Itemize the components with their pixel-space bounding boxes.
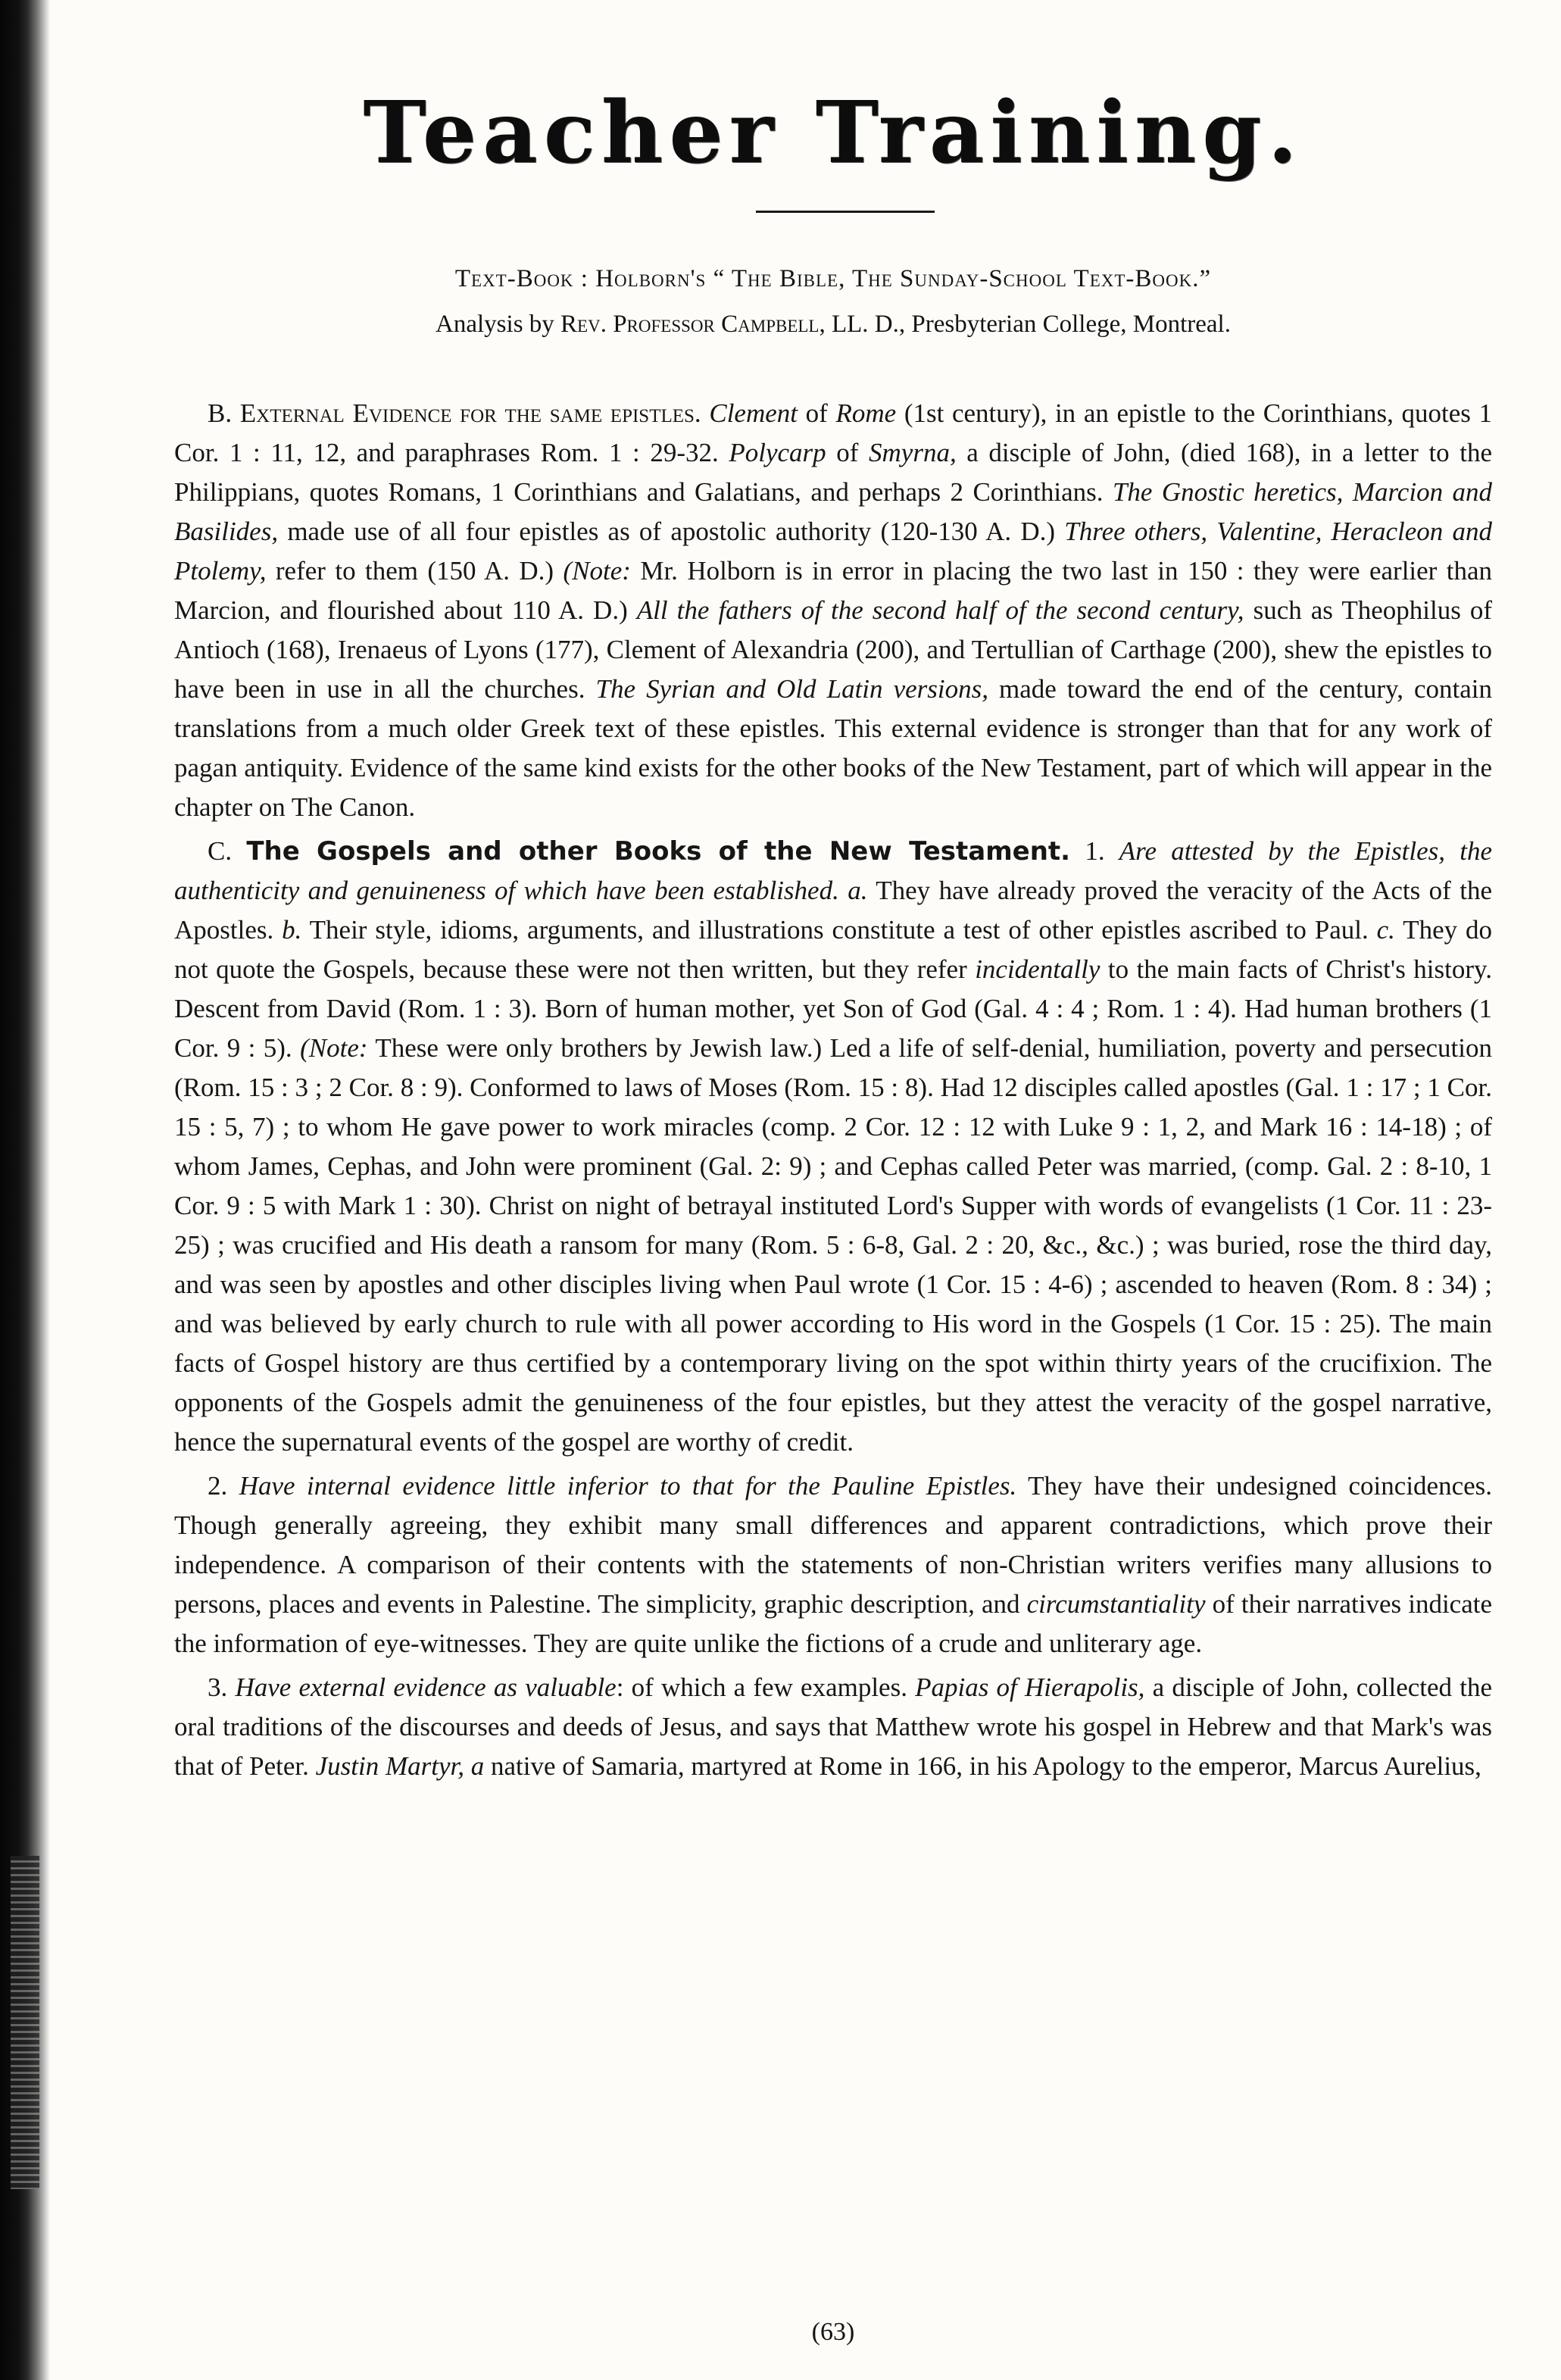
page-title: Teacher Training. <box>363 83 1303 183</box>
section-c-heading: The Gospels and other Books of the New Testament. <box>246 836 1071 867</box>
title-divider <box>756 211 935 213</box>
note-label: (Note: <box>563 556 631 586</box>
point-c-text-3: These were only brothers by Jewish law.) Led a life of self-denial, humiliation, poverty and persecution (Rom. 15 : 3 ; 2 Cor. 8 : 9). Conformed to laws of Moses (Rom. 15 : 8). Had 12 disciples called apostles (Gal. 1 : 17 ; 1 Cor. 15 : 5, 7) ; to whom He gave power to work miracles (comp. 2 Cor. 12 : 12 with Luke 9 : 1, 2, and Mark 16 : 14-18) ; of whom James, Cephas, and John were prominent (Gal. 2: 9) ; and Cephas called Peter was married, (comp. Gal. 2 : 8-10, 1 Cor. 9 : 5 with Mark 1 : 30). Christ on night of betrayal instituted Lord's Supper with words of evangelists (1 Cor. 11 : 23-25) ; was crucified and His death a ransom for many (Rom. 5 : 6-8, Gal. 2 : 20, &c., &c.) ; was buried, rose the third day, and was seen by apostles and other disciples living when Paul wrote (1 Cor. 15 : 4-6) ; ascended to heaven (Rom. 8 : 34) ; and was believed by early church to rule with all power according to His word in the Gospels (1 Cor. 15 : 25). The main facts of Gospel history are thus certified by a contemporary living on the spot within thirty years of the crucifixion. The opponents of the Gospels admit the genuineness of the four epistles, but they attest the veracity of the gospel narrative, hence the supernatural events of the gospel are worthy of credit. <box>174 1033 1492 1457</box>
analysis-suffix: Presbyterian College, Montreal. <box>911 311 1231 338</box>
section-c-paragraph <box>174 832 1492 1462</box>
point-c-text-2: to the main facts of Christ's history. Descent from David (Rom. 1 : 3). Born of human mother, yet Son of God (Gal. 4 : 4 ; Rom. 1 : 4). Had human brothers (1 Cor. 9 : 5). <box>174 954 1492 1063</box>
section-c-label: C. <box>208 836 233 866</box>
note-text: Mr. Holborn is in error in placing the two last in 150 : they were earlier than Marcion, and flourished about 110 A. D.) <box>174 556 1492 625</box>
fathers-phrase: All the fathers of the second half of the second century, <box>636 595 1244 625</box>
point-1-heading: Are attested by the Epistles, the authenticity and genuineness of which have been established. <box>174 836 1492 905</box>
section-b-label: B. <box>208 398 233 428</box>
clement-name: Clement <box>709 398 798 428</box>
note-label: (Note: <box>300 1033 368 1063</box>
circumstantiality-word: circumstantiality <box>1026 1589 1206 1619</box>
papias-name: Papias of Hierapolis, <box>915 1673 1145 1702</box>
text-of: of <box>805 398 828 428</box>
analysis-author: Rev. Professor Campbell, LL. D., <box>560 311 906 338</box>
section-b-heading: External Evidence for the same epistles. <box>239 398 701 428</box>
point-a-label: a. <box>848 876 868 905</box>
clement-text: (1st century), in an epistle to the Corinthians, quotes 1 Cor. 1 : 11, 12, and paraphrases Rom. 1 : 29-32. <box>174 398 1493 467</box>
point-3-heading: Have external evidence as valuable <box>235 1673 617 1702</box>
point-2-number: 2. <box>208 1471 228 1501</box>
point-3-text-2: a disciple of John, collected the oral traditions of the discourses and deeds of Jesus, and says that Matthew wrote his gospel in Hebrew and that Mark's was that of Peter. <box>174 1673 1492 1781</box>
point-1-number: 1. <box>1085 836 1105 866</box>
point-c-label: c. <box>1376 915 1395 945</box>
point-3-number: 3. <box>208 1673 228 1702</box>
point-3-text-1: : of which a few examples. <box>616 1673 907 1702</box>
rome-name: Rome <box>835 398 897 428</box>
text-of: of <box>836 438 859 467</box>
polycarp-text: a disciple of John, (died 168), in a letter to the Philippians, quotes Romans, 1 Corinthians and Galatians, and perhaps 2 Corinthians. <box>174 438 1493 507</box>
point-c-text-1: They do not quote the Gospels, because these were not then written, but they refer <box>174 915 1492 984</box>
section-b-paragraph <box>174 394 1492 827</box>
point-3-text-3: native of Samaria, martyred at Rome in 166, in his Apology to the emperor, Marcus Aurelius, <box>491 1751 1481 1781</box>
smyrna-name: Smyrna, <box>869 438 957 467</box>
analysis-line <box>174 308 1492 341</box>
incidentally-word: incidentally <box>975 954 1101 984</box>
body-text <box>174 394 1492 1786</box>
syrian-versions: The Syrian and Old Latin versions, <box>595 674 988 704</box>
point-b-text: Their style, idioms, arguments, and illustrations constitute a test of other epistles ascribed to Paul. <box>309 915 1369 945</box>
syrian-text: made toward the end of the century, contain translations from a much older Greek text of these epistles. This external evidence is stronger than that for any work of pagan antiquity. Evidence of the same kind exists for the other books of the New Testament, part of which will appear in the chapter on The Canon. <box>174 674 1493 822</box>
binding-stitching <box>11 1856 39 2189</box>
page-number: (63) <box>811 2318 855 2346</box>
textbook-line: Text-Book : Holborn's “ The Bible, The Sunday-School Text-Book.” <box>454 265 1212 292</box>
three-others: Three others, Valentine, Heracleon and Ptolemy, <box>174 517 1493 586</box>
point-a-text: They have already proved the veracity of the Acts of the Apostles. <box>174 876 1492 945</box>
polycarp-name: Polycarp <box>729 438 826 467</box>
gnostic-heretics: The Gnostic heretics, Marcion and Basilides, <box>174 477 1492 546</box>
point-3-paragraph <box>174 1668 1492 1786</box>
three-others-text: refer to them (150 A. D.) <box>275 556 554 586</box>
point-2-heading: Have internal evidence little inferior to that for the Pauline Epistles. <box>239 1471 1017 1501</box>
point-2-text-2: of their narratives indicate the information of eye-witnesses. They are quite unlike the fictions of a crude and unliterary age. <box>174 1589 1492 1658</box>
point-2-text-1: They have their undesigned coincidences. Though generally agreeing, they exhibit many small differences and apparent contradictions, which prove their independence. A comparison of their contents with the statements of non-Christian writers verifies many allusions to persons, places and events in Palestine. The simplicity, graphic description, and <box>174 1471 1493 1619</box>
analysis-prefix: Analysis by <box>436 311 554 338</box>
fathers-text: such as Theophilus of Antioch (168), Irenaeus of Lyons (177), Clement of Alexandria (200), and Tertullian of Carthage (200), shew the epistles to have been in use in all the churches. <box>174 595 1493 704</box>
point-2-paragraph <box>174 1466 1492 1663</box>
justin-name: Justin Martyr, <box>315 1751 465 1781</box>
gnostic-text: made use of all four epistles as of apostolic authority (120-130 A. D.) <box>287 517 1056 546</box>
page <box>174 0 1492 2380</box>
point-b-label: b. <box>282 915 302 945</box>
article-a: a <box>470 1751 485 1781</box>
